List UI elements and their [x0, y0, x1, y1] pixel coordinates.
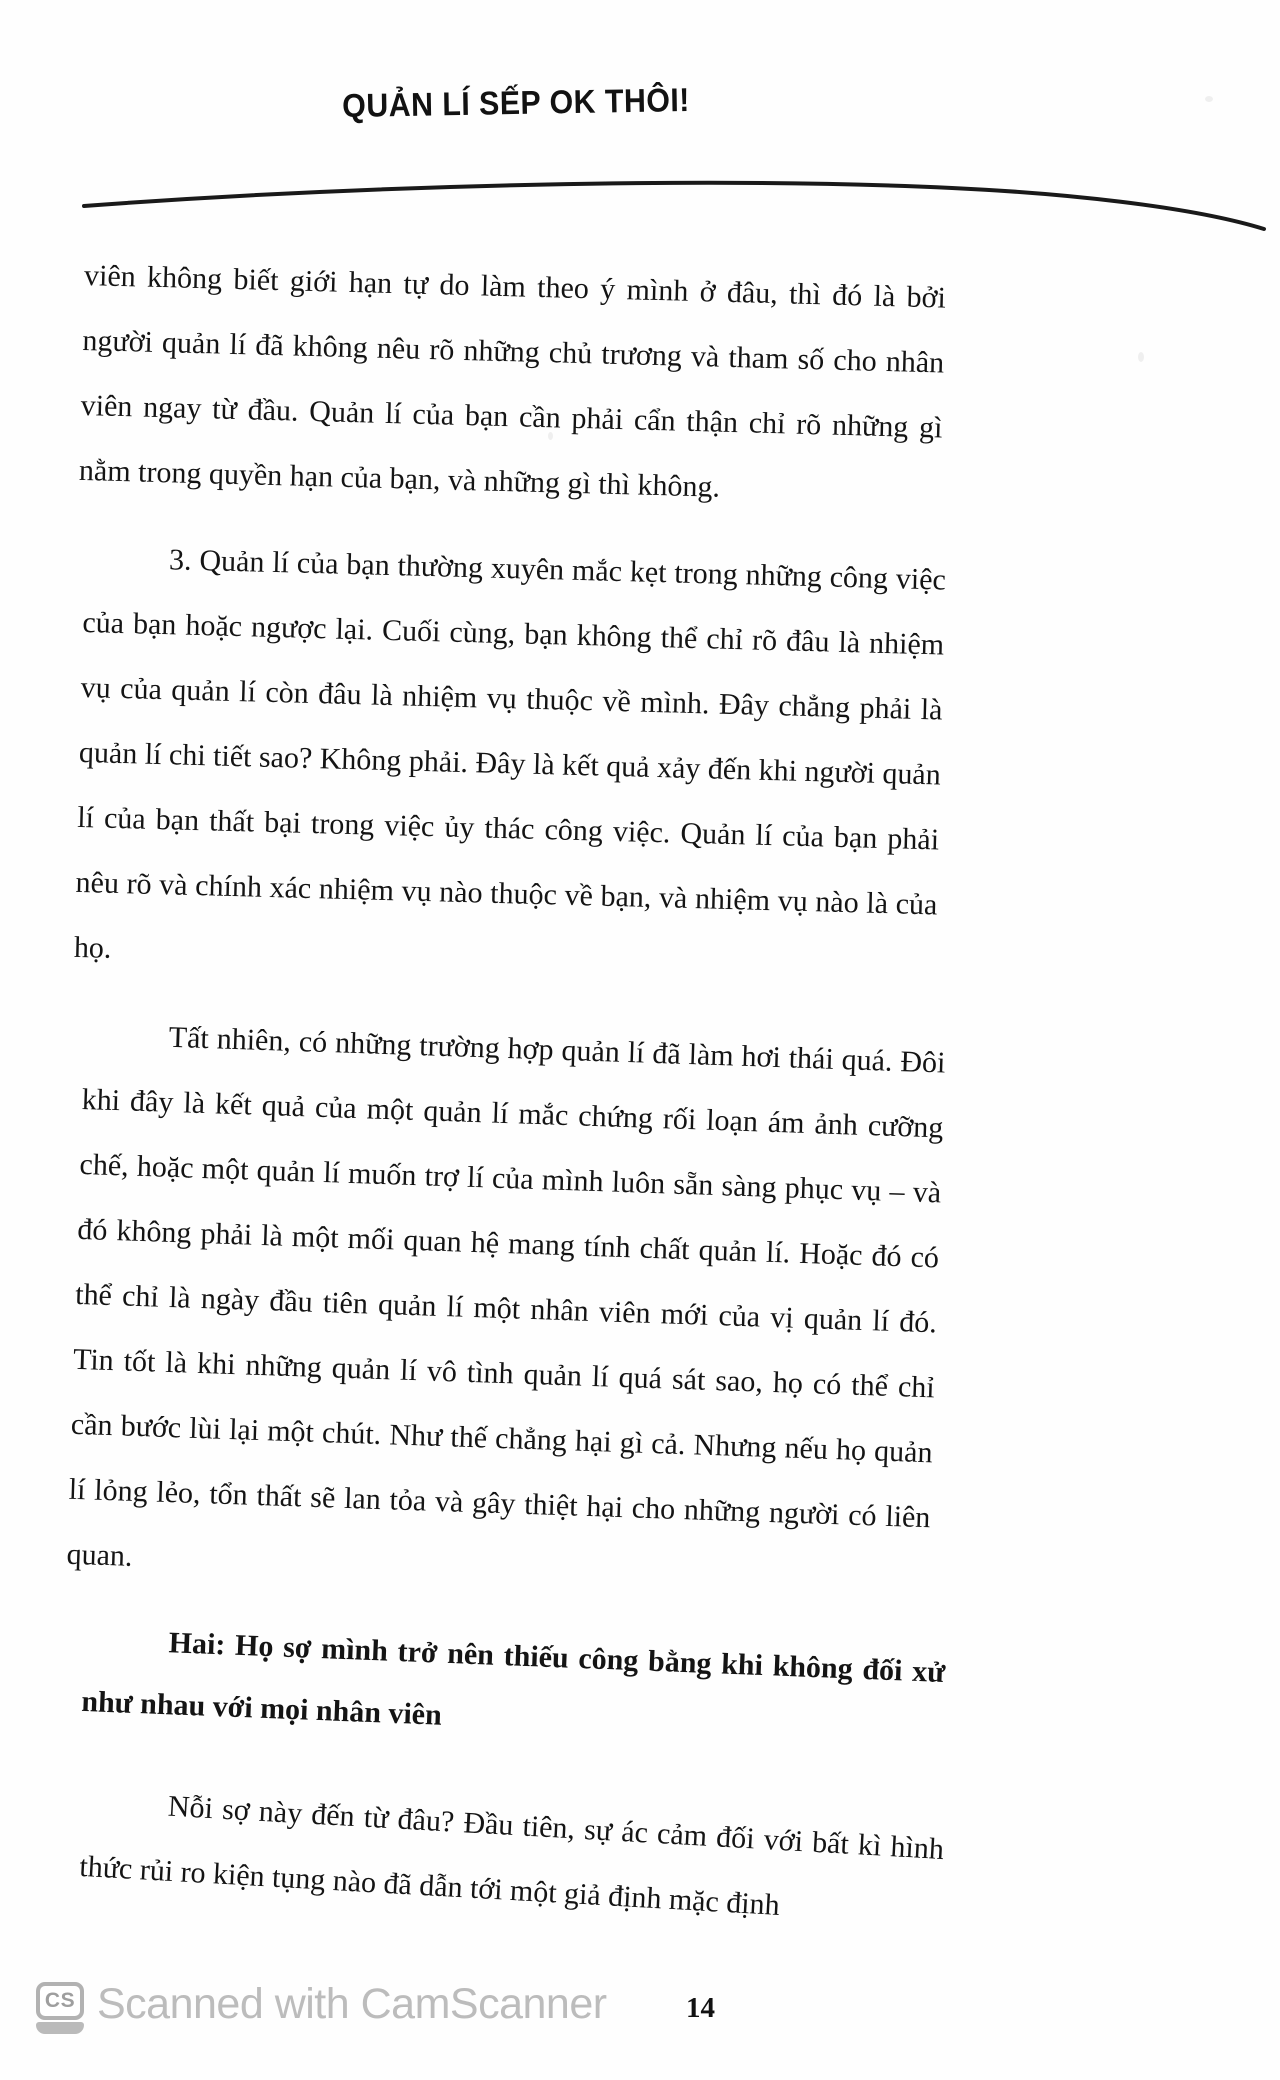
- camscanner-logo-base-bar: [36, 2022, 84, 2034]
- scan-speck: [548, 432, 553, 440]
- page-number: 14: [686, 1992, 715, 2024]
- subheading-hai: Hai: Họ sợ mình trở nên thiếu công bằng khi không đối xử như nhau với mọi nhân viên: [80, 1626, 946, 1732]
- scan-speck: [1138, 352, 1144, 362]
- paragraph-continuation: viên không biết giới hạn tự do làm theo ý mình ở đâu, thì đó là bởi người quản lí đã không nêu rõ những chủ trương và tham số cho nhân viên ngay từ đầu. Quản lí của bạn cần phải cẩn thận chỉ rõ những gì nằm trong quyền hạn của bạn, và những gì thì không.: [78, 258, 947, 504]
- paragraph-closing: Nỗi sợ này đến từ đâu? Đầu tiên, sự ác cảm đối với bất kì hình thức rủi ro kiện tụng nào đã dẫn tới một giả định mặc định: [78, 1789, 945, 1922]
- camscanner-logo-cs-text: CS: [36, 1982, 84, 2020]
- paragraph-item-3: 3. Quản lí của bạn thường xuyên mắc kẹt trong những công việc của bạn hoặc ngược lại. Cuối cùng, bạn không thể chỉ rõ đâu là nhiệm vụ của quản lí còn đâu là nhiệm vụ thuộc về mình. Đây chẳng phải là quản lí chi tiết sao? Không phải. Đây là kết quả xảy đến khi người quản lí của bạn thất bại trong việc ủy thác công việc. Quản lí của bạn phải nêu rõ và chính xác nhiệm vụ nào thuộc về bạn, và nhiệm vụ nào là của họ.: [73, 543, 947, 965]
- body-text-column: [66, 243, 947, 1922]
- camscanner-watermark-text: Scanned with CamScanner: [97, 1980, 607, 2028]
- scan-speck: [1205, 96, 1213, 102]
- page-title: QUẢN LÍ SẾP OK THÔI!: [341, 80, 691, 125]
- camscanner-logo: [36, 1982, 84, 2034]
- paragraph-caveat: Tất nhiên, có những trường hợp quản lí đã làm hơi thái quá. Đôi khi đây là kết quả của một quản lí mắc chứng rối loạn ám ảnh cưỡng chế, hoặc một quản lí muốn trợ lí của mình luôn sẵn sàng phục vụ – và đó không phải là một mối quan hệ mang tính chất quản lí. Hoặc đó có thể chỉ là ngày đầu tiên quản lí một nhân viên mới của vị quản lí đó. Tin tốt là khi những quản lí vô tình quản lí quá sát sao, họ có thể chỉ cần bước lùi lại một chút. Như thế chẳng hại gì cả. Nhưng nếu họ quản lí lỏng lẻo, tổn thất sẽ lan tỏa và gây thiệt hại cho những người có liên quan.: [66, 1020, 946, 1573]
